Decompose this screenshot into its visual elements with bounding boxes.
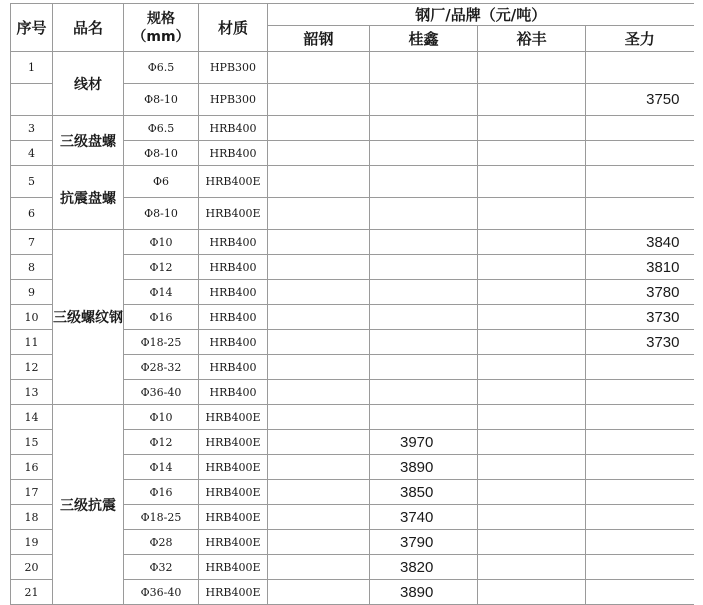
row-spec: Φ8-10 bbox=[124, 141, 199, 166]
price-cell-guixin bbox=[370, 198, 478, 230]
price-cell-shaogang bbox=[268, 52, 370, 84]
row-spec: Φ12 bbox=[124, 255, 199, 280]
row-spec: Φ10 bbox=[124, 405, 199, 430]
row-seq: 19 bbox=[11, 530, 53, 555]
row-spec: Φ14 bbox=[124, 455, 199, 480]
row-seq: 6 bbox=[11, 198, 53, 230]
price-cell-yufeng bbox=[478, 52, 586, 84]
row-seq: 5 bbox=[11, 166, 53, 198]
header-brand-yufeng: 裕丰 bbox=[478, 26, 586, 52]
price-cell-yufeng bbox=[478, 230, 586, 255]
price-cell-shaogang bbox=[268, 330, 370, 355]
row-material: HRB400E bbox=[199, 405, 268, 430]
price-cell-guixin bbox=[370, 52, 478, 84]
row-seq: 11 bbox=[11, 330, 53, 355]
price-cell-shaogang bbox=[268, 530, 370, 555]
price-cell-yufeng bbox=[478, 84, 586, 116]
price-cell-shengli bbox=[586, 430, 694, 455]
price-cell-yufeng bbox=[478, 455, 586, 480]
row-material: HRB400 bbox=[199, 355, 268, 380]
price-cell-yufeng bbox=[478, 505, 586, 530]
row-spec: Φ28-32 bbox=[124, 355, 199, 380]
row-spec: Φ6.5 bbox=[124, 116, 199, 141]
price-cell-shaogang bbox=[268, 305, 370, 330]
price-cell-guixin bbox=[370, 355, 478, 380]
steel-price-table bbox=[10, 3, 694, 605]
price-cell-shaogang bbox=[268, 480, 370, 505]
price-cell-guixin bbox=[370, 305, 478, 330]
row-material: HRB400 bbox=[199, 141, 268, 166]
row-material: HRB400E bbox=[199, 530, 268, 555]
row-seq: 21 bbox=[11, 580, 53, 605]
row-material: HRB400 bbox=[199, 305, 268, 330]
row-spec: Φ36-40 bbox=[124, 580, 199, 605]
price-cell-guixin bbox=[370, 230, 478, 255]
table-row bbox=[11, 230, 694, 255]
price-cell-shaogang bbox=[268, 430, 370, 455]
row-material: HRB400E bbox=[199, 505, 268, 530]
price-cell-guixin: 3740 bbox=[370, 505, 478, 530]
row-material: HRB400 bbox=[199, 280, 268, 305]
row-spec: Φ12 bbox=[124, 430, 199, 455]
row-seq: 7 bbox=[11, 230, 53, 255]
price-cell-shengli bbox=[586, 555, 694, 580]
category-name: 三级螺纹钢 bbox=[53, 230, 124, 405]
row-material: HRB400 bbox=[199, 255, 268, 280]
row-material: HRB400 bbox=[199, 116, 268, 141]
row-spec: Φ14 bbox=[124, 280, 199, 305]
price-cell-shengli bbox=[586, 580, 694, 605]
row-material: HRB400E bbox=[199, 455, 268, 480]
price-cell-shengli: 3730 bbox=[586, 305, 694, 330]
price-cell-shengli bbox=[586, 455, 694, 480]
price-cell-shaogang bbox=[268, 141, 370, 166]
price-cell-shengli bbox=[586, 355, 694, 380]
price-cell-shaogang bbox=[268, 505, 370, 530]
price-cell-yufeng bbox=[478, 530, 586, 555]
row-material: HRB400E bbox=[199, 430, 268, 455]
row-material: HRB400 bbox=[199, 230, 268, 255]
price-cell-shengli bbox=[586, 52, 694, 84]
price-cell-yufeng bbox=[478, 405, 586, 430]
row-spec: Φ6 bbox=[124, 166, 199, 198]
price-cell-yufeng bbox=[478, 430, 586, 455]
price-cell-shaogang bbox=[268, 380, 370, 405]
price-cell-yufeng bbox=[478, 280, 586, 305]
price-cell-shaogang bbox=[268, 355, 370, 380]
table-row bbox=[11, 116, 694, 141]
price-cell-shengli bbox=[586, 380, 694, 405]
row-spec: Φ10 bbox=[124, 230, 199, 255]
price-cell-shengli bbox=[586, 116, 694, 141]
row-seq: 17 bbox=[11, 480, 53, 505]
price-cell-shengli: 3780 bbox=[586, 280, 694, 305]
row-material: HPB300 bbox=[199, 84, 268, 116]
row-spec: Φ28 bbox=[124, 530, 199, 555]
header-spec bbox=[124, 4, 199, 52]
price-cell-guixin bbox=[370, 141, 478, 166]
price-cell-shaogang bbox=[268, 84, 370, 116]
price-cell-shengli bbox=[586, 405, 694, 430]
row-seq: 1 bbox=[11, 52, 53, 84]
row-spec: Φ16 bbox=[124, 480, 199, 505]
price-cell-guixin bbox=[370, 255, 478, 280]
row-seq: 14 bbox=[11, 405, 53, 430]
header-name: 品名 bbox=[53, 4, 124, 52]
row-material: HRB400 bbox=[199, 330, 268, 355]
price-cell-shaogang bbox=[268, 580, 370, 605]
price-cell-yufeng bbox=[478, 116, 586, 141]
row-spec: Φ8-10 bbox=[124, 198, 199, 230]
price-cell-guixin bbox=[370, 330, 478, 355]
header-seq: 序号 bbox=[11, 4, 53, 52]
row-spec: Φ6.5 bbox=[124, 52, 199, 84]
price-cell-yufeng bbox=[478, 305, 586, 330]
price-cell-yufeng bbox=[478, 141, 586, 166]
category-name: 线材 bbox=[53, 52, 124, 116]
price-cell-guixin bbox=[370, 405, 478, 430]
table-row bbox=[11, 52, 694, 84]
price-cell-guixin bbox=[370, 84, 478, 116]
price-cell-shaogang bbox=[268, 166, 370, 198]
row-spec: Φ18-25 bbox=[124, 330, 199, 355]
row-spec: Φ18-25 bbox=[124, 505, 199, 530]
row-spec: Φ36-40 bbox=[124, 380, 199, 405]
row-material: HRB400E bbox=[199, 166, 268, 198]
row-material: HRB400E bbox=[199, 580, 268, 605]
row-spec: Φ32 bbox=[124, 555, 199, 580]
price-cell-shaogang bbox=[268, 116, 370, 141]
header-brand-guixin: 桂鑫 bbox=[370, 26, 478, 52]
price-cell-shaogang bbox=[268, 230, 370, 255]
price-cell-yufeng bbox=[478, 480, 586, 505]
price-cell-shaogang bbox=[268, 555, 370, 580]
price-cell-shaogang bbox=[268, 280, 370, 305]
price-cell-guixin: 3970 bbox=[370, 430, 478, 455]
row-spec: Φ16 bbox=[124, 305, 199, 330]
price-cell-shengli bbox=[586, 198, 694, 230]
row-material: HPB300 bbox=[199, 52, 268, 84]
header-spec-line2: （mm） bbox=[132, 28, 190, 45]
price-cell-guixin: 3890 bbox=[370, 455, 478, 480]
price-cell-guixin: 3790 bbox=[370, 530, 478, 555]
table-body bbox=[11, 4, 694, 605]
row-seq: 4 bbox=[11, 141, 53, 166]
price-cell-shengli: 3750 bbox=[586, 84, 694, 116]
price-cell-shaogang bbox=[268, 255, 370, 280]
price-cell-guixin: 3820 bbox=[370, 555, 478, 580]
category-name: 三级抗震 bbox=[53, 405, 124, 605]
row-seq: 8 bbox=[11, 255, 53, 280]
header-spec-line1: 规格 bbox=[147, 10, 175, 27]
price-cell-yufeng bbox=[478, 330, 586, 355]
price-cell-shengli: 3840 bbox=[586, 230, 694, 255]
row-seq: 18 bbox=[11, 505, 53, 530]
row-seq: 3 bbox=[11, 116, 53, 141]
row-material: HRB400E bbox=[199, 480, 268, 505]
row-material: HRB400 bbox=[199, 380, 268, 405]
price-cell-yufeng bbox=[478, 198, 586, 230]
price-cell-guixin bbox=[370, 116, 478, 141]
row-spec: Φ8-10 bbox=[124, 84, 199, 116]
row-seq: 15 bbox=[11, 430, 53, 455]
price-cell-yufeng bbox=[478, 555, 586, 580]
row-material: HRB400E bbox=[199, 198, 268, 230]
header-brand-shaogang: 韶钢 bbox=[268, 26, 370, 52]
price-cell-guixin bbox=[370, 380, 478, 405]
price-cell-shaogang bbox=[268, 198, 370, 230]
table-row bbox=[11, 166, 694, 198]
row-seq bbox=[11, 84, 53, 116]
row-seq: 9 bbox=[11, 280, 53, 305]
price-cell-shaogang bbox=[268, 455, 370, 480]
price-cell-yufeng bbox=[478, 255, 586, 280]
header-material: 材质 bbox=[199, 4, 268, 52]
price-cell-shengli: 3730 bbox=[586, 330, 694, 355]
price-cell-yufeng bbox=[478, 380, 586, 405]
price-cell-yufeng bbox=[478, 355, 586, 380]
row-seq: 10 bbox=[11, 305, 53, 330]
row-seq: 13 bbox=[11, 380, 53, 405]
table-row bbox=[11, 405, 694, 430]
price-cell-guixin bbox=[370, 166, 478, 198]
price-cell-guixin: 3890 bbox=[370, 580, 478, 605]
row-material: HRB400E bbox=[199, 555, 268, 580]
price-cell-shengli bbox=[586, 166, 694, 198]
row-seq: 12 bbox=[11, 355, 53, 380]
price-cell-yufeng bbox=[478, 166, 586, 198]
price-cell-shengli bbox=[586, 480, 694, 505]
category-name: 三级盘螺 bbox=[53, 116, 124, 166]
price-cell-guixin bbox=[370, 280, 478, 305]
category-name: 抗震盘螺 bbox=[53, 166, 124, 230]
header-brand-shengli: 圣力 bbox=[586, 26, 694, 52]
price-cell-shengli bbox=[586, 530, 694, 555]
price-cell-shengli bbox=[586, 505, 694, 530]
header-brand-group: 钢厂/品牌（元/吨） bbox=[268, 4, 694, 26]
price-cell-shaogang bbox=[268, 405, 370, 430]
price-cell-shengli bbox=[586, 141, 694, 166]
price-cell-yufeng bbox=[478, 580, 586, 605]
price-cell-shengli: 3810 bbox=[586, 255, 694, 280]
row-seq: 20 bbox=[11, 555, 53, 580]
header-row-top bbox=[11, 4, 694, 26]
row-seq: 16 bbox=[11, 455, 53, 480]
price-cell-guixin: 3850 bbox=[370, 480, 478, 505]
